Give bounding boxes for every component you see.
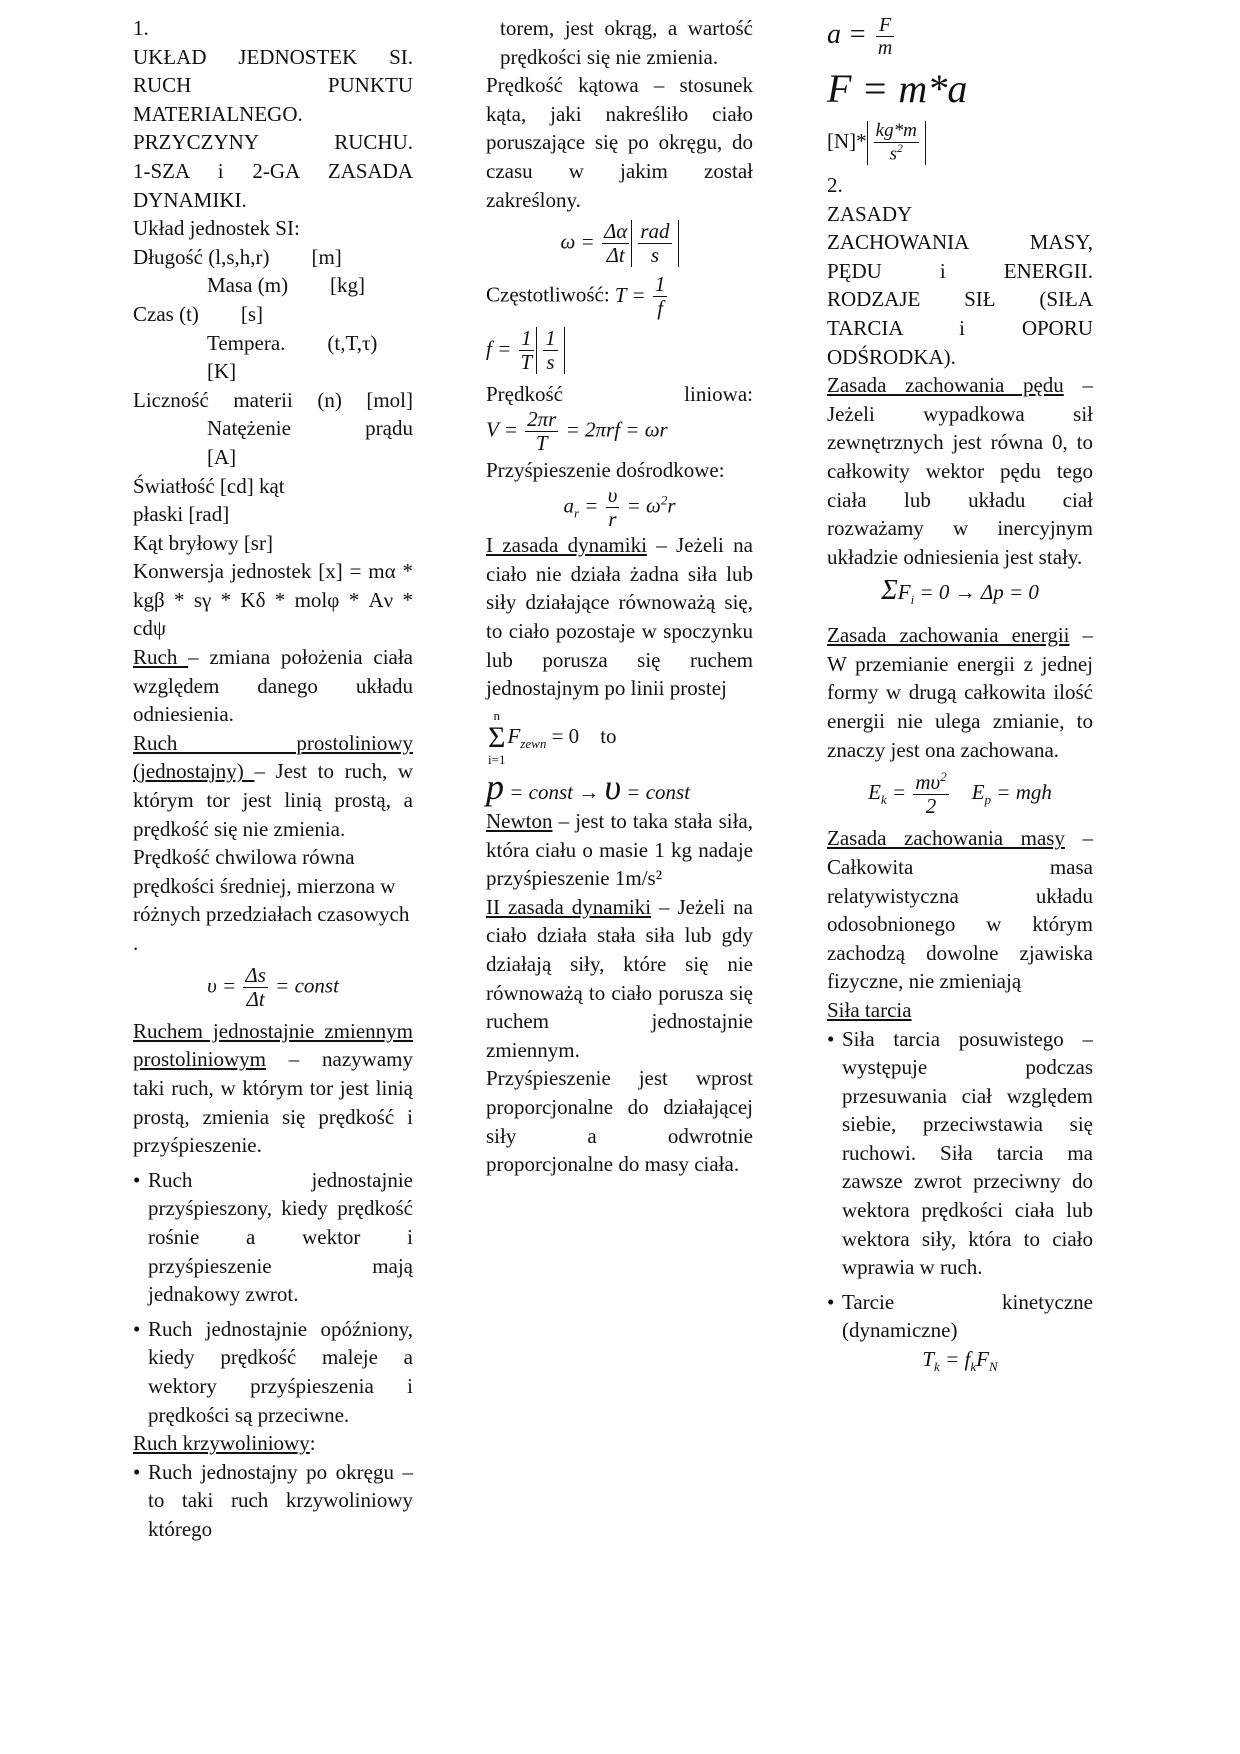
si-heading: Układ jednostek SI: bbox=[133, 216, 300, 241]
section-title-line: PĘDU i ENERGII. bbox=[827, 258, 1093, 283]
unit-line: Natężenie prądu bbox=[207, 416, 413, 441]
column-1 bbox=[133, 14, 413, 1543]
definition-zasada-1 bbox=[486, 531, 753, 703]
unit-line: Liczność materii (n) [mol] bbox=[133, 387, 413, 412]
formula-F: F = m*a bbox=[827, 66, 968, 111]
definition-text: – nazywamy taki ruch, w którym tor jest linią prostą, zmienia się prędkość i przyśpieszenie. bbox=[133, 1047, 413, 1158]
section-title-line: ODŚRODKA). bbox=[827, 344, 956, 369]
unit-line: Tempera. (t,T,τ) bbox=[207, 330, 378, 355]
definition-zasada-2 bbox=[486, 893, 753, 1065]
section-title-line: PRZYCZYNY RUCHU. bbox=[133, 130, 413, 155]
term: I zasada dynamiki bbox=[486, 533, 647, 558]
definition-text: – Jeżeli wypadkowa sił zewnętrznych jest równa 0, to całkowity wektor pędu tego ciała lub układu ciał rozważamy w inercyjnym układzie odniesienia jest stały. bbox=[827, 373, 1093, 569]
label-predkosc-liniowa: Prędkość liniowa: bbox=[486, 381, 753, 406]
unit-line: Światłość [cd] kąt bbox=[133, 473, 285, 498]
heading-ruch-krzywoliniowy: Ruch krzywoliniowy: bbox=[133, 1431, 316, 1456]
section-title-line: TARCIA i OPORU bbox=[827, 316, 1093, 341]
definition-text: – Jest to ruch, w którym tor jest linią prostą, a prędkość się nie zmienia. bbox=[133, 759, 413, 841]
heading-sila-tarcia bbox=[827, 996, 1093, 1025]
column-3 bbox=[827, 14, 1093, 1382]
term: Ruch bbox=[133, 645, 189, 670]
section-title-line: ZACHOWANIA MASY, bbox=[827, 230, 1093, 255]
list-item: • Ruch jednostajnie opóźniony, kiedy prędkość maleje a wektory przyśpieszenia i prędkości są przeciwne. bbox=[133, 1315, 413, 1429]
formula-energy: $E_k$ = $\frac{m\upsilon^2}{2}$ $E_p$ = mgh bbox=[868, 769, 1052, 819]
unit-line: Masa (m) [kg] bbox=[207, 273, 366, 298]
formula-czestotliwosc: Częstotliwość: T = $\frac{1}{f}$ bbox=[486, 272, 666, 321]
formula-v: υ = $\frac{\Delta s}{\Delta t}$ = const bbox=[207, 962, 339, 1011]
definition-text: – Jeżeli na ciało działa stała siła lub gdy działają siły, które się nie równoważą to ciało porusza się ruchem jednostajnie zmiennym. bbox=[486, 894, 753, 1062]
section-title-line: DYNAMIKI. bbox=[133, 187, 247, 212]
term: II zasada dynamiki bbox=[486, 894, 652, 919]
section-number: 1. bbox=[133, 16, 149, 40]
unit-line: Czas (t) [s] bbox=[133, 301, 264, 326]
term: Siła tarcia bbox=[827, 997, 912, 1022]
paragraph-predkosc-chwilowa: Prędkość chwilowa równa prędkości średniej, mierzona w różnych przedziałach czasowych . bbox=[133, 845, 410, 955]
definition-jednostajnie-zmienny bbox=[133, 1017, 413, 1160]
continued-text: torem, jest okrąg, a wartość prędkości się nie zmienia. bbox=[500, 16, 753, 69]
unit-line: [A] bbox=[207, 444, 237, 469]
formula-f: f = $\frac{1}{T}$ $\frac{1}{s}$ bbox=[486, 327, 753, 374]
section-title-line: RUCH PUNKTU bbox=[133, 73, 413, 98]
term: Ruchem jednostajnie zmiennym prostoliniowym bbox=[133, 1018, 413, 1072]
formula-omega: ω = $\frac{\Delta\alpha}{\Delta t}$ $\frac{\text{rad}}{s}$ bbox=[486, 220, 753, 267]
definition-ruch-prostoliniowy bbox=[133, 729, 413, 843]
list-item: • Ruch jednostajny po okręgu – to taki ruch krzywoliniowy którego bbox=[133, 1458, 413, 1544]
definition-newton bbox=[486, 807, 753, 893]
term: Zasada zachowania pędu bbox=[827, 373, 1064, 398]
unit-conversion: Konwersja jednostek [x] = mα * kgβ * sγ * Kδ * molφ * Aν * cdψ bbox=[133, 559, 413, 641]
formula-sum-Fi: $\Sigma F_i = 0 \to \Delta p = 0$ bbox=[881, 575, 1039, 608]
formula-p-const: p = const → υ = const bbox=[486, 767, 691, 808]
section-title-line: RODZAJE SIŁ (SIŁA bbox=[827, 287, 1093, 312]
term: Ruch prostoliniowy (jednostajny) bbox=[133, 730, 413, 784]
section-title-line: MATERIALNEGO. bbox=[133, 101, 303, 126]
section-number: 2. bbox=[827, 173, 843, 198]
list-item: • Siła tarcia posuwistego – występuje podczas przesuwania ciał względem siebie, przeciwstawia się ruchowi. Siła tarcia ma zawsze zwrot przeciwny do wektora prędkości ciała lub wektora siły, która to ciało wprawia w ruch. bbox=[827, 1025, 1093, 1282]
definition-zachowanie-pedu bbox=[827, 371, 1093, 571]
formula-ar: $a_r$ = $\frac{\upsilon}{r}$ = $\omega^2r$ bbox=[563, 483, 676, 532]
section-title-line: ZASADY bbox=[827, 201, 913, 226]
paragraph-predkosc-katowa: Prędkość kątowa – stosunek kąta, jaki nakreśliło ciało poruszające się po okręgu, do czasu w jakim został zakreślony. bbox=[486, 73, 753, 212]
unit-line: [K] bbox=[207, 359, 237, 384]
formula-V: V = $\frac{2\pi r}{T}$ = 2πrf = ωr bbox=[486, 407, 668, 456]
definition-text: – jest to taka stała siła, która ciału o masie 1 kg nadaje przyśpieszenie 1m/s² bbox=[486, 809, 753, 891]
section-title-line: UKŁAD JEDNOSTEK SI. bbox=[133, 44, 413, 69]
label-przyspieszenie-dosrodkowe: Przyśpieszenie dośrodkowe: bbox=[486, 457, 725, 482]
formula-Tk: $T_k = f_kF_N$ bbox=[922, 1347, 998, 1375]
formula-a: a = $\frac{F}{m}$ bbox=[827, 14, 893, 59]
unit-line: Długość (l,s,h,r) [m] bbox=[133, 244, 342, 269]
term: Zasada zachowania masy bbox=[827, 826, 1065, 851]
definition-zachowanie-masy bbox=[827, 824, 1093, 996]
list-item: • Ruch jednostajnie przyśpieszony, kiedy prędkość rośnie a wektor i przyśpieszenie mają jednakowy zwrot. bbox=[133, 1166, 413, 1309]
column-2 bbox=[486, 14, 753, 1179]
definition-ruch bbox=[133, 643, 413, 729]
list-item: • Tarcie kinetyczne (dynamiczne) bbox=[827, 1288, 1093, 1345]
paragraph-wprost-proporcjonalne: Przyśpieszenie jest wprost proporcjonalne do działającej siły a odwrotnie proporcjonalne do masy ciała. bbox=[486, 1066, 753, 1177]
definition-text: – zmiana położenia ciała względem danego układu odniesienia. bbox=[133, 645, 413, 727]
definition-text: – Jeżeli na ciało nie działa żadna siła lub siły działające równoważą się, to ciało pozostaje w spoczynku lub porusza się ruchem jednostajnym po linii prostej bbox=[486, 533, 754, 701]
unit-line: płaski [rad] bbox=[133, 502, 230, 527]
section-title-line: 1-SZA i 2-GA ZASADA bbox=[133, 158, 413, 183]
formula-sum-F: n Σ i=1 $F_{zewn} = 0$ to bbox=[488, 707, 617, 768]
term: Newton bbox=[486, 809, 553, 834]
definition-text: – W przemianie energii z jednej formy w drugą całkowita ilość energii nie ulega zmianie, to znaczy jest ona zachowana. bbox=[827, 623, 1093, 762]
formula-N: [N]* $\frac{kg*m}{s^2}$ bbox=[827, 121, 1093, 165]
term: Ruch krzywoliniowy bbox=[133, 1431, 310, 1456]
unit-line: Kąt bryłowy [sr] bbox=[133, 530, 273, 555]
term: Zasada zachowania energii bbox=[827, 623, 1070, 648]
definition-text: – Całkowita masa relatywistyczna układu odosobnionego w którym zachodzą dowolne zjawiska fizyczne, nie zmieniają bbox=[827, 826, 1093, 994]
definition-zachowanie-energii bbox=[827, 621, 1093, 764]
